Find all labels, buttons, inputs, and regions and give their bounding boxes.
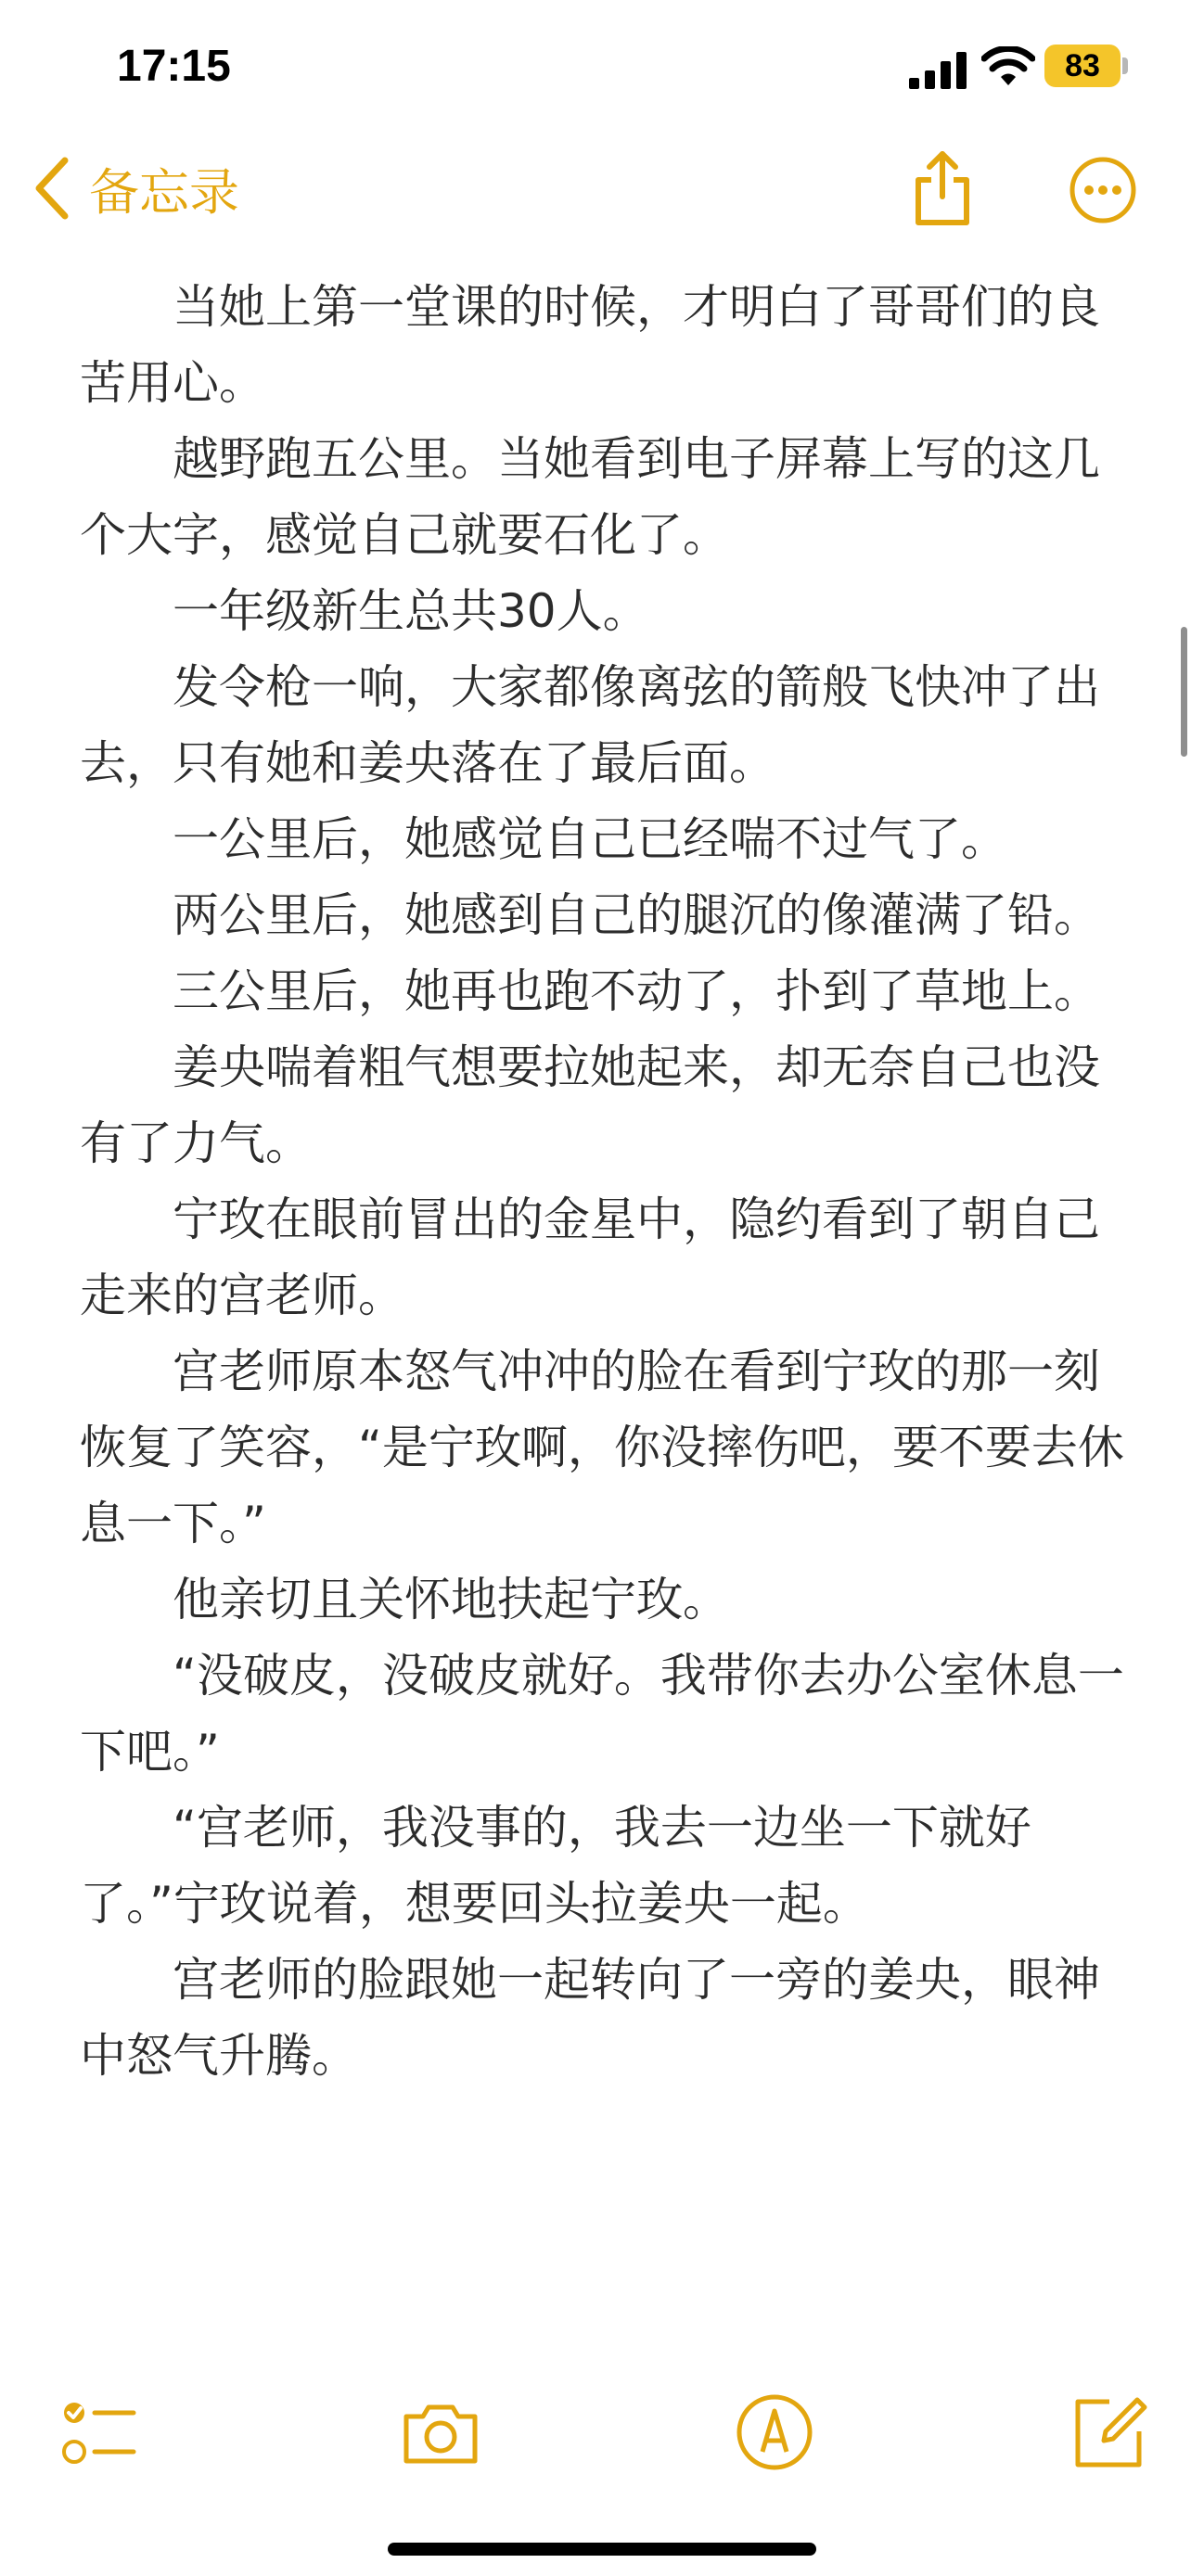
note-paragraph: 宁玫在眼前冒出的金星中，隐约看到了朝自己走来的宫老师。 <box>80 1192 1100 1322</box>
note-paragraph: 一年级新生总共30人。 <box>173 584 649 638</box>
battery-nub <box>1122 57 1128 74</box>
share-icon[interactable] <box>909 148 976 228</box>
note-body[interactable] <box>80 269 1128 2094</box>
note-paragraph: 发令枪一响，大家都像离弦的箭般飞快冲了出去，只有她和姜央落在了最后面。 <box>80 660 1100 790</box>
status-time: 17:15 <box>117 42 231 91</box>
note-paragraph: 姜央喘着粗气想要拉她起来，却无奈自己也没有了力气。 <box>80 1040 1100 1170</box>
note-paragraph: 三公里后，她再也跑不动了，扑到了草地上。 <box>173 964 1100 1018</box>
note-paragraph: 当她上第一堂课的时候，才明白了哥哥们的良苦用心。 <box>80 280 1100 410</box>
navigation-bar <box>0 130 1191 250</box>
note-paragraph: 一公里后，她感觉自己已经喘不过气了。 <box>173 812 1007 866</box>
chevron-left-icon <box>33 157 70 220</box>
note-paragraph: “宫老师，我没事的，我去一边坐一下就好了。”宁玫说着，想要回头拉姜央一起。 <box>80 1801 1031 1931</box>
more-options-icon[interactable] <box>1069 156 1137 224</box>
note-paragraph: “没破皮，没破皮就好。我带你去办公室休息一下吧。” <box>80 1649 1124 1779</box>
compose-icon[interactable] <box>1067 2391 1150 2474</box>
camera-icon[interactable] <box>399 2391 482 2474</box>
back-button[interactable] <box>33 156 239 221</box>
note-paragraph: 宫老师的脸跟她一起转向了一旁的姜央，眼神中怒气升腾。 <box>80 1953 1100 2083</box>
note-paragraph: 两公里后，她感到自己的腿沉的像灌满了铅。 <box>173 888 1100 942</box>
home-indicator[interactable] <box>388 2543 816 2556</box>
note-paragraph: 宫老师原本怒气冲冲的脸在看到宁玫的那一刻恢复了笑容，“是宁玫啊，你没摔伤吧，要不要去休息一下。” <box>80 1345 1124 1550</box>
note-paragraph: 他亲切且关怀地扶起宁玫。 <box>173 1573 729 1626</box>
wifi-icon <box>981 46 1035 87</box>
note-paragraph: 越野跑五公里。当她看到电子屏幕上写的这几个大字，感觉自己就要石化了。 <box>80 432 1100 562</box>
checklist-icon[interactable] <box>56 2391 139 2474</box>
back-label: 备忘录 <box>89 162 239 222</box>
markup-pen-icon[interactable] <box>733 2391 816 2474</box>
bottom-toolbar <box>0 2383 1191 2485</box>
cellular-signal-icon <box>909 52 972 89</box>
status-bar <box>0 0 1191 130</box>
battery-indicator: 83 <box>1044 45 1121 87</box>
scroll-indicator[interactable] <box>1181 627 1187 757</box>
